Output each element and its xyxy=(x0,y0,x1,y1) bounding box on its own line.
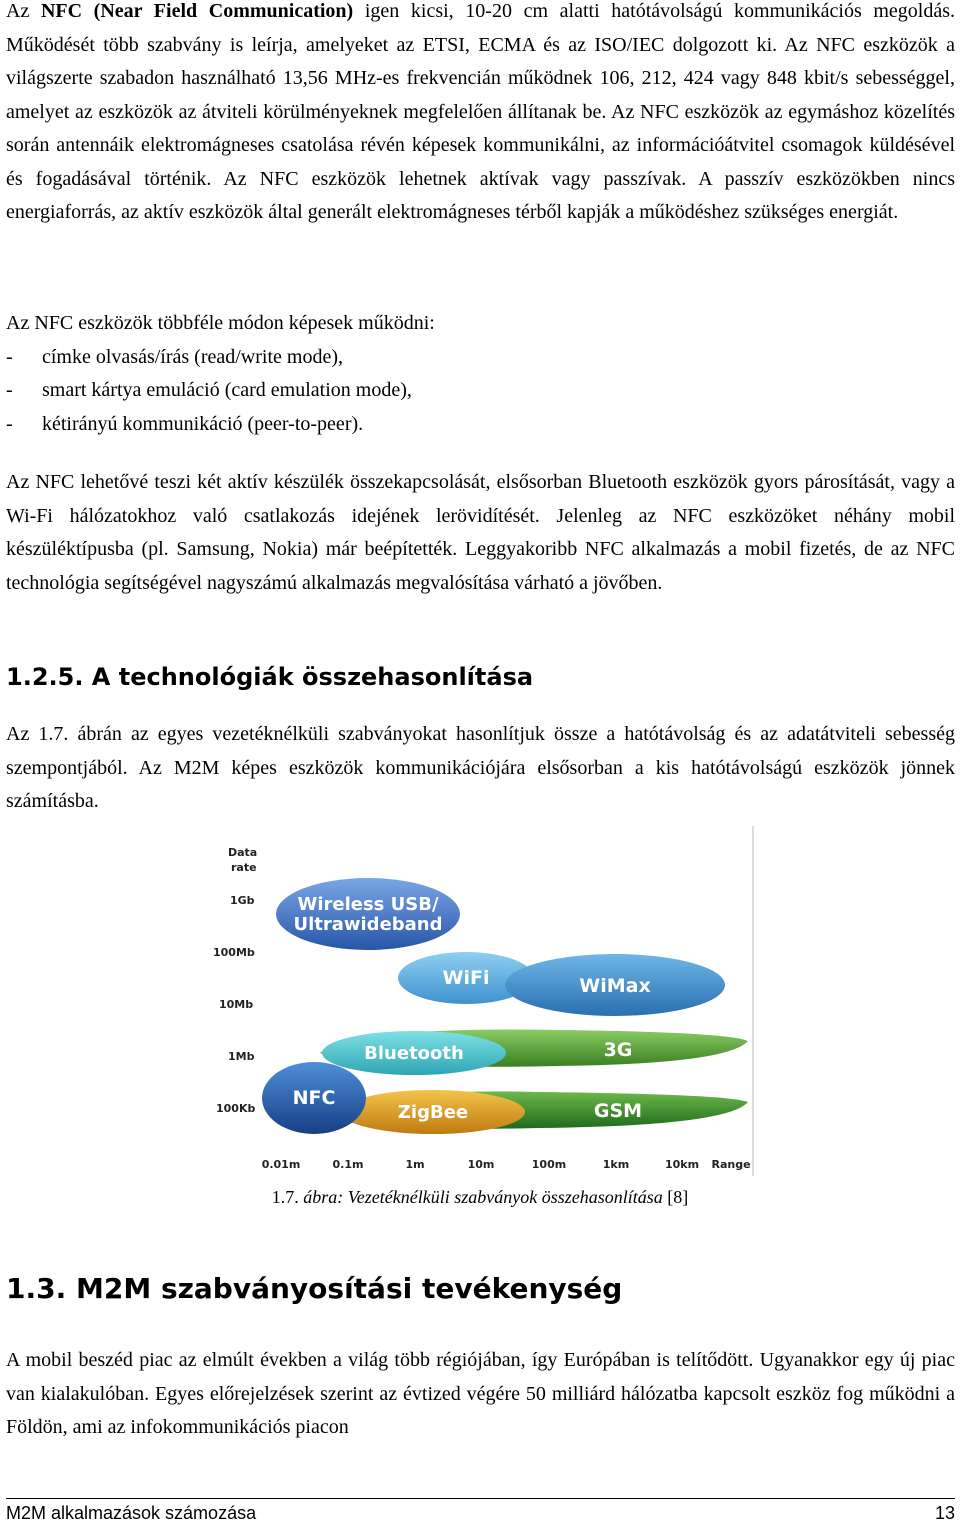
x-tick-label: 10m xyxy=(467,1158,495,1171)
x-tick-label: 0.01m xyxy=(261,1158,301,1171)
bluetooth-label: Bluetooth xyxy=(364,1043,464,1064)
section-heading: 1.3. M2M szabványosítási tevékenység xyxy=(6,1272,623,1305)
y-tick-label: 10Mb xyxy=(219,998,254,1011)
caption-text: ábra: Vezetéknélküli szabványok összehasonlítása xyxy=(303,1187,663,1207)
figure-caption xyxy=(0,1185,960,1209)
x-axis xyxy=(262,1158,751,1171)
y-tick-label: 1Gb xyxy=(230,894,255,907)
paragraph-m2m-market: A mobil beszéd piac az elmúlt években a világ több régiójában, így Európában is telítődött. Ugyanakkor egy új piac van kialakulóban. Egyes előrejelzések szerint az évtized végére 50 milliárd hálózatba kapcsolt eszköz fog működni a Földön, ami az infokommunikációs piacon xyxy=(6,1349,955,1438)
nfc-term: NFC (Near Field Communication) xyxy=(40,0,354,22)
wimax-label: WiMax xyxy=(579,975,651,997)
wireless-usb-label-line1: Wireless USB/ xyxy=(297,894,439,915)
zigbee-label: ZigBee xyxy=(397,1102,469,1123)
wireless-standards-diagram xyxy=(208,826,756,1176)
x-tick-label: 0.1m xyxy=(332,1158,364,1171)
wifi-label: WiFi xyxy=(442,967,490,989)
list-dash: - xyxy=(6,412,13,435)
x-axis-title: Range xyxy=(711,1158,751,1171)
y-tick-label: 1Mb xyxy=(228,1050,255,1063)
x-tick-label: 100m xyxy=(531,1158,567,1171)
y-axis xyxy=(213,846,257,1115)
list-item-text: címke olvasás/írás (read/write mode), xyxy=(42,345,343,368)
list-dash: - xyxy=(6,345,13,368)
nfc-label: NFC xyxy=(292,1087,336,1109)
nfc-modes-list xyxy=(6,307,955,441)
page-number: 13 xyxy=(934,1503,955,1523)
paragraph-comparison: Az 1.7. ábrán az egyes vezetéknélküli szabványokat hasonlítjuk össze a hatótávolság és az adatátviteli sebesség szempontjából. Az M2M képes eszközök kommunikációjára elsősorban a kis hatótávolságú eszközök jönnek számításba. xyxy=(6,723,955,812)
list-dash: - xyxy=(6,379,13,401)
x-tick-label: 10km xyxy=(664,1158,700,1171)
list-item xyxy=(6,408,955,442)
x-tick-label: 1m xyxy=(405,1158,425,1171)
caption-number: 1.7. xyxy=(271,1187,304,1207)
paragraph-prefix: Az xyxy=(6,0,41,22)
paragraph-body: igen kicsi, 10-20 cm alatti hatótávolságú kommunikációs megoldás. Működését több szabvány is leírja, amelyeket az ETSI, ECMA és az ISO/IEC dolgozott ki. Az NFC eszközök a világszerte szabadon használható 13,56 MHz-es frekvencián működnek 106, 212, 424 vagy 848 kbit/s sebességgel, amelyet az eszközök az átviteli körülményeknek megfelelően állítanak be. Az NFC eszközök az egymáshoz közelítés során antennáik elektromágneses csatolása révén képesek kommunikálni, az információátvitel csomagok küldésével és fogadásával történik. Az NFC eszközök lehetnek aktívak vagy passzívak. A passzív eszközökben nincs energiaforrás, az aktív eszközök által generált elektromágneses térből kapják a működéshez szükséges energiát. xyxy=(6,0,956,223)
footer-divider xyxy=(6,1498,955,1499)
y-axis-title-line2: rate xyxy=(231,861,257,874)
caption-reference: [8] xyxy=(662,1187,689,1207)
list-item-text: kétirányú kommunikáció (peer-to-peer). xyxy=(42,412,364,435)
list-item-text: smart kártya emuláció (card emulation mode), xyxy=(42,379,412,401)
list-intro: Az NFC eszközök többféle módon képesek működni: xyxy=(6,312,435,334)
wireless-standards-figure xyxy=(208,826,756,1176)
y-axis-title-line1: Data xyxy=(228,846,258,859)
list-item xyxy=(6,374,955,408)
x-tick-label: 1km xyxy=(602,1158,630,1171)
footer-title: M2M alkalmazások számozása xyxy=(6,1503,257,1523)
list-item xyxy=(6,341,955,375)
wireless-usb-label-line2: Ultrawideband xyxy=(293,914,443,935)
gsm-label: GSM xyxy=(593,1100,643,1122)
paragraph-nfc-usage: Az NFC lehetővé teszi két aktív készülék összekapcsolását, elsősorban Bluetooth eszközök gyors párosítását, vagy a Wi-Fi hálózatokhoz való csatlakozás idejének lerövidítését. Jelenleg az NFC eszközöket néhány mobil készüléktípusba (pl. Samsung, Nokia) már beépítették. Leggyakoribb NFC alkalmazás a mobil fizetés, de az NFC technológia segítségével nagyszámú alkalmazás megvalósítása várható a jövőben. xyxy=(6,471,955,594)
3g-label: 3G xyxy=(603,1039,633,1061)
y-tick-label: 100Kb xyxy=(216,1102,256,1115)
page-footer xyxy=(6,1502,955,1524)
subsection-heading: 1.2.5. A technológiák összehasonlítása xyxy=(6,663,534,691)
y-tick-label: 100Mb xyxy=(213,946,255,959)
paragraph-nfc-intro xyxy=(6,0,955,230)
